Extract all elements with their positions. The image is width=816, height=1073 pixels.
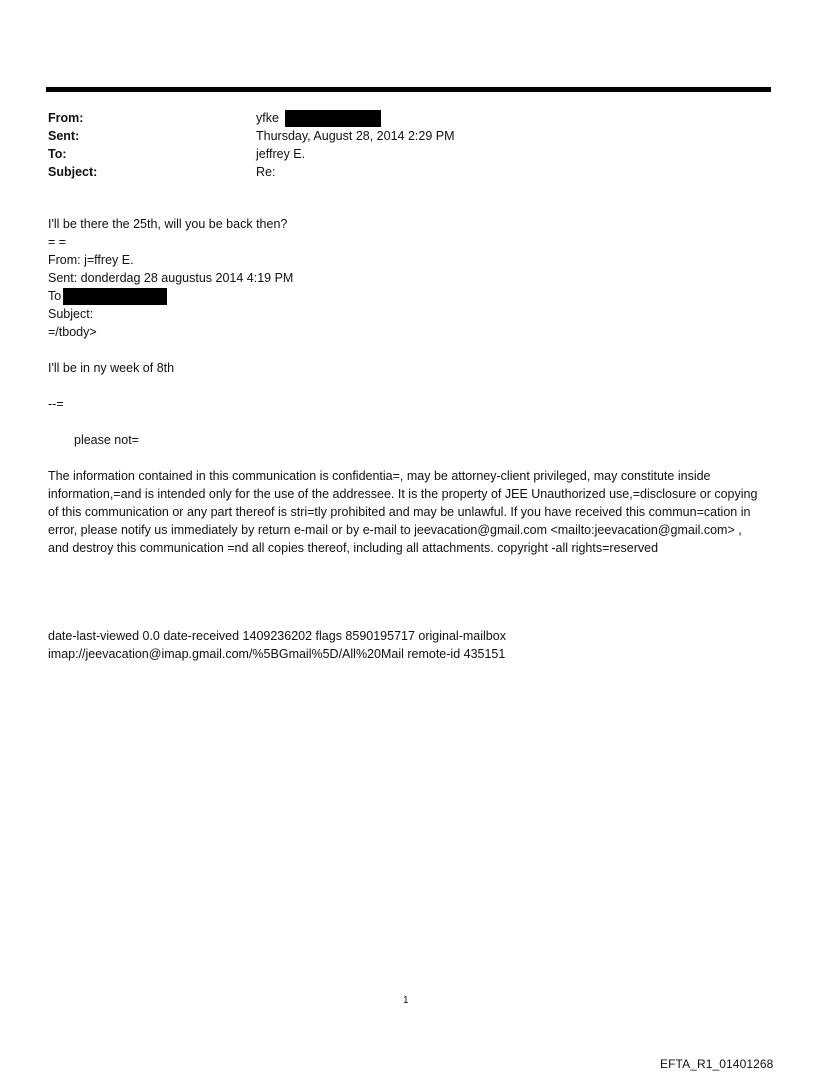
email-header [48, 109, 748, 181]
tbody-line: =/tbody> [48, 325, 97, 339]
metadata-line: date-last-viewed 0.0 date-received 1409236202 flags 8590195717 original-mailbox [48, 629, 506, 643]
redaction-box [63, 288, 167, 305]
body-line: = = [48, 235, 67, 249]
from-label: From: [48, 111, 84, 125]
metadata-block [48, 627, 506, 663]
header-rule [46, 87, 771, 92]
disclaimer-paragraph: The information contained in this communication is confidentia=, may be attorney-client privileged, may constitute inside information,=and is intended only for the use of the addressee. It is the property of JEE Unauthorized use,=disclosure or copying of this communication or any part thereof is stri=tly prohibited and may be unlawful. If you have received this commun=cation in error, please notify us immediately by return e-mail or by e-mail to jeevacation@gmail.com <mailto:jeevacation@gmail.com> , and destroy this communication =nd all copies thereof, including all attachments. copyright -all rights=reserved [48, 469, 758, 555]
metadata-line: imap://jeevacation@imap.gmail.com/%5BGmail%5D/All%20Mail remote-id 435151 [48, 647, 506, 661]
email-body [48, 215, 768, 557]
from-name: yfke [256, 111, 279, 125]
page-number: 1 [403, 995, 409, 1006]
subject-value: Re: [256, 165, 276, 179]
quoted-to-row [48, 287, 768, 305]
signature-separator: --= [48, 397, 64, 411]
from-value [256, 109, 381, 127]
redaction-box [285, 110, 381, 127]
quoted-to: To [48, 289, 62, 303]
body-line: I'll be in ny week of 8th [48, 361, 175, 375]
bates-number: EFTA_R1_01401268 [660, 1057, 774, 1071]
please-note: please not= [74, 433, 139, 447]
sent-row [48, 127, 748, 145]
subject-row [48, 163, 748, 181]
to-row [48, 145, 748, 163]
body-line: I'll be there the 25th, will you be back then? [48, 217, 288, 231]
from-row [48, 109, 748, 127]
subject-label: Subject: [48, 165, 98, 179]
sent-value: Thursday, August 28, 2014 2:29 PM [256, 129, 455, 143]
quoted-from: From: j=ffrey E. [48, 253, 134, 267]
to-label: To: [48, 147, 67, 161]
quoted-subject: Subject: [48, 307, 94, 321]
to-value: jeffrey E. [256, 147, 306, 161]
sent-label: Sent: [48, 129, 80, 143]
quoted-sent: Sent: donderdag 28 augustus 2014 4:19 PM [48, 271, 294, 285]
